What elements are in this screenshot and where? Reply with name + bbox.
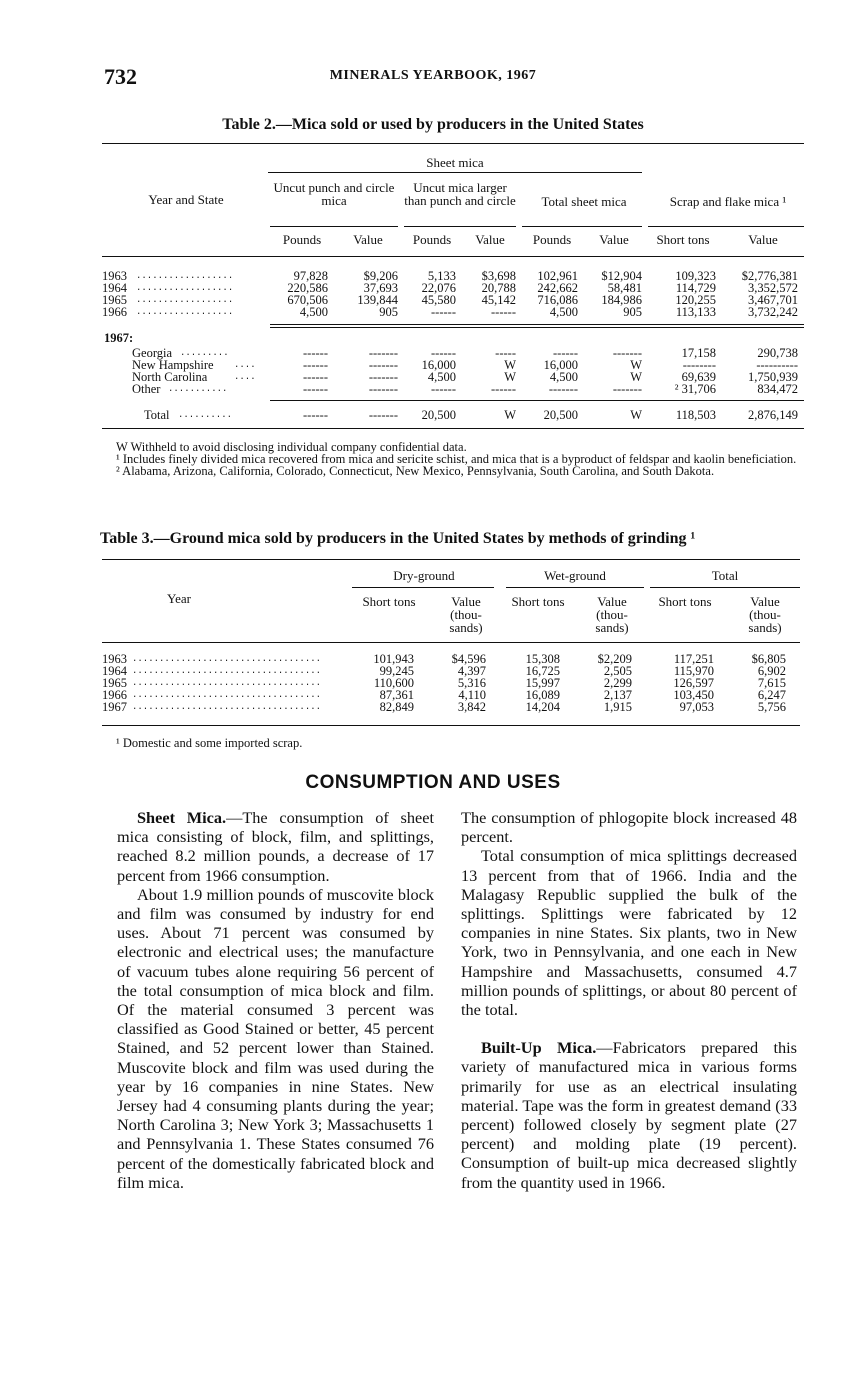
table2-bottom-rule bbox=[102, 428, 804, 429]
cell: 1,750,939 bbox=[748, 370, 798, 384]
cell: W bbox=[630, 358, 642, 372]
table2-total-rule bbox=[270, 400, 804, 401]
table2-group-3: Total sheet mica bbox=[541, 194, 627, 209]
cell: ------ bbox=[431, 305, 456, 319]
cell: ------- bbox=[548, 382, 578, 396]
cell: 1,915 bbox=[603, 700, 632, 714]
run-in-head: Built-Up Mica. bbox=[481, 1038, 597, 1058]
cell: $2,776,381 bbox=[741, 269, 798, 283]
cell: W bbox=[630, 370, 642, 384]
row-label: 1965 bbox=[102, 293, 127, 307]
run-in-head: Sheet Mica. bbox=[137, 808, 227, 827]
cell: 87,361 bbox=[379, 688, 414, 702]
row-label: New Hampshire bbox=[132, 358, 214, 372]
cell: 3,842 bbox=[457, 700, 486, 714]
cell: W bbox=[504, 358, 516, 372]
cell: 69,639 bbox=[681, 370, 716, 384]
cell: 4,500 bbox=[549, 370, 578, 384]
cell: 97,053 bbox=[679, 700, 714, 714]
row-label: 1965 bbox=[102, 676, 127, 690]
cell: 2,876,149 bbox=[748, 408, 798, 422]
table3-subhead: Short tons bbox=[362, 594, 416, 609]
cell: 5,316 bbox=[457, 676, 486, 690]
cell: ------- bbox=[612, 382, 642, 396]
cell: 16,725 bbox=[525, 664, 560, 678]
page-number: 732 bbox=[104, 64, 137, 89]
cell: W bbox=[504, 370, 516, 384]
cell: 7,615 bbox=[757, 676, 786, 690]
table3-subhead: Value (thou- sands) bbox=[748, 594, 782, 635]
cell: 16,000 bbox=[543, 358, 578, 372]
cell: 3,467,701 bbox=[748, 293, 798, 307]
cell: 15,308 bbox=[525, 652, 560, 666]
table2-subrule-2 bbox=[404, 226, 516, 227]
table2-state-rows: Georgia ......... ------ ------- ------ ----- ------ ------- 17,158 290,738 New Hampshire .... ------ ------- 16,000 W 16,000 W -------- ---------- North Carolina .... ------ ------- 4,500 W 4,500 W 69,639 1,750,939 Other ........... ------ ------- ------ ------ ------- ------- ² 31,706 834,472 bbox=[132, 346, 798, 396]
cell: 103,450 bbox=[673, 688, 714, 702]
running-title: MINERALS YEARBOOK, 1967 bbox=[329, 68, 537, 83]
table3-bottom-rule bbox=[102, 725, 800, 726]
cell: 20,788 bbox=[481, 281, 516, 295]
cell: 37,693 bbox=[363, 281, 398, 295]
cell: $3,698 bbox=[481, 269, 516, 283]
cell: ------ bbox=[303, 408, 328, 422]
cell: 114,729 bbox=[675, 281, 716, 295]
cell: 110,600 bbox=[373, 676, 414, 690]
cell: 184,986 bbox=[601, 293, 642, 307]
row-label: 1967 bbox=[102, 700, 127, 714]
table2-subhead: Pounds bbox=[282, 232, 322, 247]
table2-group-4: Scrap and flake mica ¹ bbox=[669, 194, 787, 209]
table2-subhead: Pounds bbox=[412, 232, 452, 247]
table3-group-total: Total bbox=[711, 568, 739, 583]
table2-subhead: Value bbox=[748, 232, 778, 247]
cell: $6,805 bbox=[751, 652, 786, 666]
cell: 905 bbox=[379, 305, 398, 319]
right-column bbox=[461, 808, 797, 1192]
cell: 3,352,572 bbox=[748, 281, 798, 295]
cell: 716,086 bbox=[537, 293, 578, 307]
cell: 6,247 bbox=[757, 688, 786, 702]
cell: 5,756 bbox=[757, 700, 786, 714]
cell: $9,206 bbox=[363, 269, 398, 283]
cell: 17,158 bbox=[681, 346, 716, 360]
row-label: North Carolina bbox=[132, 370, 208, 384]
left-column bbox=[117, 808, 434, 1192]
cell: ------ bbox=[431, 346, 456, 360]
para-phlogopite: The consumption of phlogopite block increased 48 percent. bbox=[461, 808, 797, 847]
cell: 115,970 bbox=[673, 664, 714, 678]
table2-spanner-rule bbox=[268, 172, 642, 173]
table3-header-rule bbox=[102, 642, 800, 643]
cell: 6,902 bbox=[757, 664, 786, 678]
table2-subhead: Value bbox=[475, 232, 505, 247]
table3-stub-header: Year bbox=[167, 591, 191, 606]
cell: 242,662 bbox=[537, 281, 578, 295]
cell: 905 bbox=[623, 305, 642, 319]
table3-subrule-2 bbox=[506, 587, 644, 588]
cell: 4,397 bbox=[457, 664, 486, 678]
para-body: —The consumption of sheet mica consisting of block, film, and splittings, reached 8.2 million pounds, a decrease of 17 percent from 1966 consumption. bbox=[117, 808, 435, 885]
cell: 3,732,242 bbox=[748, 305, 798, 319]
cell: ------ bbox=[303, 370, 328, 384]
cell: ------- bbox=[368, 408, 398, 422]
para-sheet-mica bbox=[117, 808, 434, 885]
cell: 20,500 bbox=[421, 408, 456, 422]
cell: ------- bbox=[368, 358, 398, 372]
table2-caption: Table 2.—Mica sold or used by producers in the United States bbox=[222, 116, 644, 133]
cell: 20,500 bbox=[543, 408, 578, 422]
table2-spanner: Sheet mica bbox=[426, 155, 484, 170]
table3-subrule-1 bbox=[352, 587, 494, 588]
cell: ------ bbox=[303, 346, 328, 360]
cell: 290,738 bbox=[757, 346, 798, 360]
table3-rows: 1963 ................................... 101,943 $4,596 15,308 $2,209 117,251 $6,805 1964 ................................... 99,245 4,397 16,725 2,505 115,970 6,902 1965 ................................... 110,600 5,316 15,997 2,299 126,597 7,615 1966 ................................... 87,361 4,110 16,089 2,137 103,450 6,247 1967 ................................... 82,849 3,842 14,204 1,915 97,053 5,756 bbox=[102, 652, 786, 714]
cell: 45,142 bbox=[481, 293, 516, 307]
table2-subhead: Short tons bbox=[656, 232, 710, 247]
cell: 102,961 bbox=[537, 269, 578, 283]
cell: 99,245 bbox=[379, 664, 414, 678]
cell: ------ bbox=[303, 358, 328, 372]
cell: 670,506 bbox=[287, 293, 328, 307]
cell: 2,299 bbox=[603, 676, 632, 690]
table2-note-w: W Withheld to avoid disclosing individual company confidential data. bbox=[116, 440, 467, 454]
table2-subrule-4 bbox=[648, 226, 804, 227]
table3-subhead: Value (thou- sands) bbox=[595, 594, 629, 635]
cell: 58,481 bbox=[607, 281, 642, 295]
table2-header-rule bbox=[102, 256, 804, 257]
cell: 117,251 bbox=[673, 652, 714, 666]
para-muscovite: About 1.9 million pounds of muscovite block and film was consumed by industry for end uses. About 71 percent was consumed by electronic and electrical uses; the manufacture of vacuum tubes alone requiring 56 percent of the total consumption of mica block and film. Of the material consumed 3 percent was classified as Good Stained or better, 45 percent Stained, and 52 percent lower than Stained. Muscovite block and film was used during the year by 16 companies in nine States. New Jersey had 4 consuming plants during the year; North Carolina 3; New York 3; Massachusetts 1 and Pennsylvania 1. These States consumed 76 percent of the domestically fabricated block and film mica. bbox=[117, 884, 434, 1192]
table2-group-2: Uncut mica larger than punch and circle bbox=[404, 180, 516, 208]
para-splittings: Total consumption of mica splittings decreased 13 percent from that of 1966. India and the Malagasy Republic supplied the bulk of the splittings. Splittings were fabricated by 12 companies in nine States. Six plants, two in New York, two in Pennsylvania, and one each in New Hampshire and Massachusetts, consumed 4.7 million pounds of splittings, or about 80 percent of the total. bbox=[461, 846, 797, 1020]
cell: 126,597 bbox=[673, 676, 714, 690]
table2-note-1: ¹ Includes finely divided mica recovered from mica and sericite schist, and mica that is a byproduct of feldspar and kaolin beneficiation. bbox=[116, 452, 797, 466]
cell: ------- bbox=[368, 382, 398, 396]
table2-subhead: Value bbox=[599, 232, 629, 247]
row-label: 1964 bbox=[102, 664, 127, 678]
table2-subhead: Pounds bbox=[532, 232, 572, 247]
para-built-up-mica bbox=[461, 1038, 797, 1192]
table2-group-1: Uncut punch and circle mica bbox=[273, 180, 395, 208]
cell: 16,089 bbox=[525, 688, 560, 702]
cell: 120,255 bbox=[675, 293, 716, 307]
cell: ------ bbox=[431, 382, 456, 396]
cell: 82,849 bbox=[379, 700, 414, 714]
table2-double-rule-b bbox=[270, 327, 804, 328]
table2-1967-label: 1967: bbox=[104, 331, 134, 345]
cell: ------ bbox=[303, 382, 328, 396]
table2-double-rule-a bbox=[270, 324, 804, 325]
para-body: —Fabricators prepared this variety of manufactured mica in various forms primarily for use as an electrical insulating material. Tape was the form in greatest demand (33 percent) followed closely by segment plate (27 percent) and molding plate (19 percent). Consumption of built-up mica decreased slightly from the quantity used in 1966. bbox=[461, 1038, 797, 1192]
row-label: 1966 bbox=[102, 305, 127, 319]
table2-stub-header: Year and State bbox=[148, 192, 224, 207]
cell: 4,500 bbox=[427, 370, 456, 384]
row-label: Other bbox=[132, 382, 161, 396]
cell: 220,586 bbox=[287, 281, 328, 295]
cell: 834,472 bbox=[757, 382, 798, 396]
cell: 109,323 bbox=[675, 269, 716, 283]
cell: -------- bbox=[682, 358, 716, 372]
cell: ------ bbox=[491, 305, 516, 319]
cell: ------ bbox=[491, 382, 516, 396]
cell: ------- bbox=[368, 370, 398, 384]
section-title: CONSUMPTION AND USES bbox=[305, 772, 561, 793]
cell: 139,844 bbox=[357, 293, 398, 307]
cell: ------- bbox=[612, 346, 642, 360]
cell: 4,110 bbox=[458, 688, 486, 702]
table2-subrule-3 bbox=[522, 226, 642, 227]
table2-top-rule bbox=[102, 143, 804, 144]
cell: 101,943 bbox=[373, 652, 414, 666]
table3-subrule-3 bbox=[650, 587, 800, 588]
table2-note-2: ² Alabama, Arizona, California, Colorado, Connecticut, New Mexico, Pennsylvania, South Carolina, and South Dakota. bbox=[116, 464, 715, 478]
cell: 4,500 bbox=[299, 305, 328, 319]
cell: ------ bbox=[553, 346, 578, 360]
cell: 15,997 bbox=[525, 676, 560, 690]
table3-top-rule bbox=[102, 559, 800, 560]
cell: 118,503 bbox=[675, 408, 716, 422]
row-label: 1963 bbox=[102, 269, 127, 283]
cell: 22,076 bbox=[421, 281, 456, 295]
row-label: 1963 bbox=[102, 652, 127, 666]
row-label: Total bbox=[144, 408, 170, 422]
cell: $12,904 bbox=[601, 269, 642, 283]
row-label: 1964 bbox=[102, 281, 127, 295]
table3-note: ¹ Domestic and some imported scrap. bbox=[116, 736, 303, 750]
table3-group-wet: Wet-ground bbox=[544, 568, 606, 583]
cell: ----- bbox=[495, 346, 516, 360]
cell: 5,133 bbox=[427, 269, 456, 283]
table3-subhead: Short tons bbox=[511, 594, 565, 609]
cell: 113,133 bbox=[675, 305, 716, 319]
table2-subhead: Value bbox=[353, 232, 383, 247]
cell: ² 31,706 bbox=[674, 382, 716, 396]
cell: ---------- bbox=[756, 358, 798, 372]
cell: $2,209 bbox=[597, 652, 632, 666]
cell: ------- bbox=[368, 346, 398, 360]
cell: 2,505 bbox=[603, 664, 632, 678]
table3-subhead: Short tons bbox=[658, 594, 712, 609]
row-label: 1966 bbox=[102, 688, 127, 702]
cell: 4,500 bbox=[549, 305, 578, 319]
cell: 14,204 bbox=[525, 700, 560, 714]
cell: 97,828 bbox=[293, 269, 328, 283]
table2-year-rows: 1963 .................. 97,828 $9,206 5,133 $3,698 102,961 $12,904 109,323 $2,776,381 1964 .................. 220,586 37,693 22,076 20,788 242,662 58,481 114,729 3,352,572 1965 .................. 670,506 139,844 45,580 45,142 716,086 184,986 120,255 3,467,701 1966 .................. 4,500 905 ------ ------ 4,500 905 113,133 3,732,242 bbox=[102, 269, 798, 319]
table2-notes bbox=[102, 441, 804, 477]
cell: 45,580 bbox=[421, 293, 456, 307]
cell: 2,137 bbox=[603, 688, 632, 702]
cell: $4,596 bbox=[451, 652, 486, 666]
table3-group-dry: Dry-ground bbox=[393, 568, 455, 583]
table3-subhead: Value (thou- sands) bbox=[449, 594, 483, 635]
cell: W bbox=[630, 408, 642, 422]
table3-caption: Table 3.—Ground mica sold by producers in the United States by methods of grinding ¹ bbox=[100, 530, 696, 547]
cell: W bbox=[504, 408, 516, 422]
row-label: Georgia bbox=[132, 346, 173, 360]
table2-row-total: Total .......... ------ ------- 20,500 W 20,500 W 118,503 2,876,149 bbox=[144, 408, 798, 422]
table2-subrule-1 bbox=[270, 226, 398, 227]
cell: 16,000 bbox=[421, 358, 456, 372]
